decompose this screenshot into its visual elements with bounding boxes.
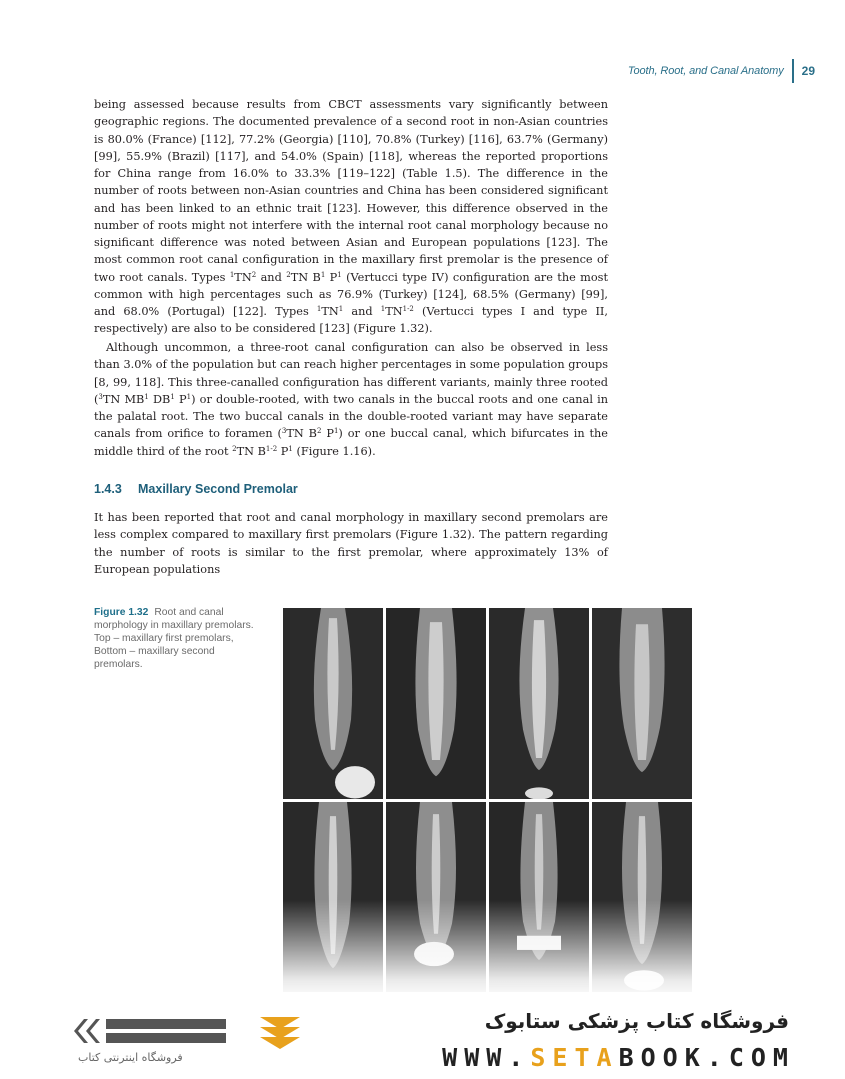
body-paragraph-2: Although uncommon, a three-root canal configuration can also be observed in less than 3.0% of the population but can reach higher percentages in some population groups [8, 99, 118]. This three-canalled configuration has different variants, mainly three rooted ($^3$TN $MB^1$ $DB^1$ $P^1$) or double-rooted, with two canals in the buccal roots and one canal in the palatal root. The two buccal canals in the double-rooted variant may have separate canals from orifice to foramen ($^3$TN $B^2$ $P^1$) or one buccal canal, which bifurcates in the middle third of the root $^2$TN $B^{1-2}$ $P^1$ (Figure 1.16).	[94, 341, 608, 458]
section-number: 1.4.3	[94, 482, 122, 496]
store-banner	[0, 993, 845, 1079]
cbct-image	[489, 802, 589, 993]
cbct-image	[386, 802, 486, 993]
body-paragraph-1: being assessed because results from CBCT assessments vary significantly between geographic regions. The documented prevalence of a second root in non-Asian countries is 80.0% (France) [112], 77.2% (Georgia) [110], 70.8% (Turkey) [116], 63.7% (Germany) [99], 55.9% (Brazil) [117], and 54.0% (Spain) [118], whereas the reported proportions for China range from 16.0% to 33.3% [119–122] (Table 1.5). The difference in the number of roots between non-Asian countries and China has been considered significant and has been linked to an ethnic trait [123]. However, this difference observed in the number of roots might not interfere with the internal root canal morphology because no significant difference was noted between Asian and European populations [123]. The most common root canal configuration in the maxillary first premolar is the presence of two root canals. Types $^1TN^2$ and $^2$TN $B^1$ $P^1$ (Vertucci type IV) configuration are the most common with high percentages such as 76.9% (Turkey) [124], 68.5% (Germany) [99], and 68.0% (Portugal) [122]. Types $^1TN^1$ and $^1$TN$^{1-2}$ (Vertucci types I and type II, respectively) are also to be considered [123] (Figure 1.32).	[94, 98, 609, 336]
running-header	[628, 58, 815, 84]
section-title: Maxillary Second Premolar	[138, 482, 298, 496]
page-number: 29	[801, 64, 815, 78]
header-divider	[792, 59, 794, 83]
cbct-image	[489, 608, 589, 799]
store-url: WWW.SETABOOK.COM	[442, 1043, 795, 1072]
figure-cbct-grid	[283, 608, 692, 992]
figure-caption-text: Root and canal morphology in maxillary premolars. Top – maxillary first premolars, Bottom – maxillary second premolars.	[94, 607, 254, 670]
store-name: فروشگاه کتاب پزشکی ستابوک	[484, 1009, 789, 1033]
body-paragraph-3: It has been reported that root and canal morphology in maxillary second premolars are less complex compared to maxillary first premolars (Figure 1.32). The pattern regarding the number of roots is similar to the first premolar, where approximately 13% of European populations	[94, 511, 608, 576]
section-heading	[94, 482, 298, 496]
figure-caption	[94, 606, 254, 671]
cbct-image	[592, 608, 692, 799]
cbct-image	[283, 802, 383, 993]
figure-label: Figure 1.32	[94, 607, 149, 618]
setabook-logo	[74, 1011, 334, 1051]
cbct-image	[592, 802, 692, 993]
running-title: Tooth, Root, and Canal Anatomy	[627, 65, 784, 77]
cbct-image	[283, 608, 383, 799]
logo-caption: فروشگاه اینترنتی کتاب	[78, 1051, 183, 1064]
cbct-image	[386, 608, 486, 799]
